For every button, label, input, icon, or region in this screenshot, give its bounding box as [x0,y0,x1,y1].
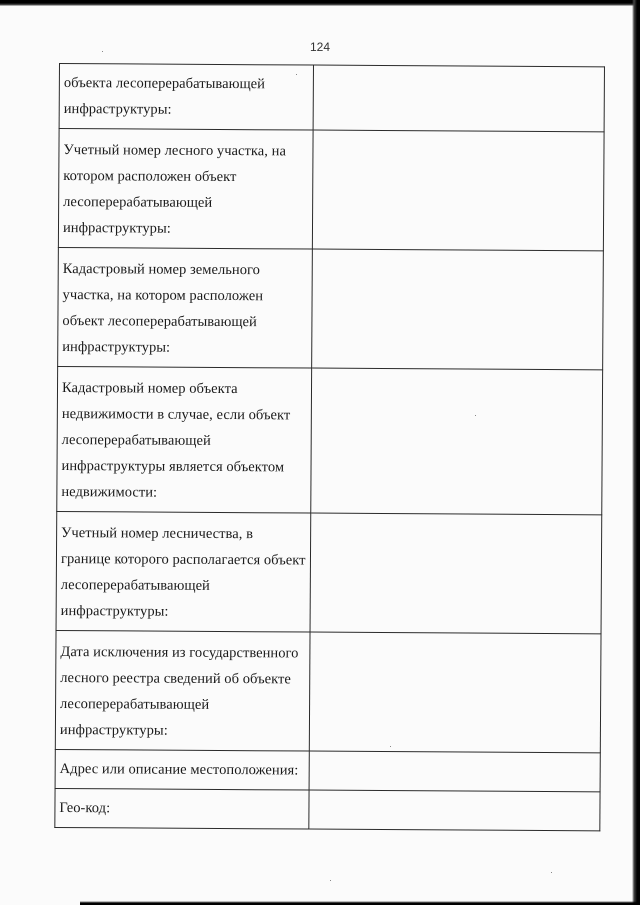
scan-speck [296,74,297,75]
field-label: Адрес или описание местоположения: [59,761,299,779]
value-cell[interactable] [309,632,601,753]
field-label: Кадастровый номер земельного участка, на котором расположен объект лесоперерабатывающей инфраструктуры: [62,261,264,356]
value-cell[interactable] [313,65,605,132]
table-row [56,511,602,633]
label-cell [55,630,309,751]
label-cell [57,366,312,513]
value-cell[interactable] [309,790,600,831]
label-cell [56,511,310,632]
label-cell [59,64,313,131]
label-cell [55,749,309,790]
table-row [55,788,600,830]
table-row [58,247,604,369]
table-row [57,366,603,514]
field-label: Дата исключения из государственного лесного реестра сведений об объекте лесоперерабатывающей инфраструктуры: [59,644,299,739]
field-label: объекта лесоперерабатывающей инфраструктуры: [63,75,266,118]
label-cell [58,129,312,250]
field-value [310,752,600,754]
value-cell[interactable] [312,130,604,251]
field-value [311,514,601,516]
value-cell[interactable] [311,368,603,515]
field-label: Учетный номер лесного участка, на котором расположен объект лесоперерабатывающей инфраструктуры: [62,142,286,237]
field-value [313,250,603,252]
field-value [314,66,604,68]
field-value [312,369,602,371]
field-label: Гео-код: [59,800,111,817]
field-label: Учетный номер лесничества, в границе которого располагается объект лесоперерабатывающей инфраструктуры: [60,525,306,620]
scan-edge-right [632,0,640,905]
label-cell [58,247,312,368]
table-row [55,630,601,752]
field-label: Кадастровый номер объекта недвижимости в случае, если объект лесоперерабатывающей инфраструктуры является объектом недвижимости: [61,380,291,501]
value-cell[interactable] [311,249,603,370]
scan-speck [330,880,331,881]
label-cell [55,788,309,829]
scan-speck [390,746,391,747]
scan-speck [102,51,103,52]
form-table [54,63,605,831]
field-value [310,633,600,635]
page-number: 124 [309,40,331,54]
field-value [313,131,603,133]
table-row [58,129,604,251]
scan-speck [475,415,476,416]
table-row [55,749,600,791]
scan-edge-bottom [80,901,640,905]
value-cell[interactable] [309,751,600,792]
field-value [309,791,599,793]
scan-edge-top [0,0,640,6]
table-row [59,64,604,132]
value-cell[interactable] [310,513,602,634]
scan-speck [551,872,552,873]
